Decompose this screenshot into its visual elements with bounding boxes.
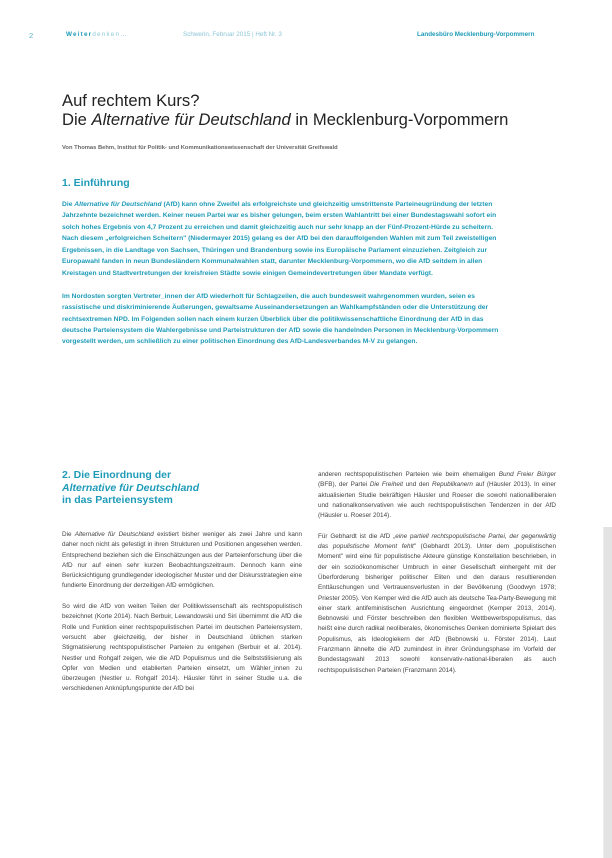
page-header (0, 31, 612, 43)
right-p2-b: " (Gebhardt 2013). Unter dem „populistischen Moment" wird eine für populistische Akteure günstige Konstellation beschrieben, in der ein sozioökonomischer Umbruch in einer Gesellschaft einhergeht mit der Überforderung bisheriger politischer Eliten und den daraus resultierenden Enttäuschungen und Vertrauensverlusten in der Bevölkerung (Goodwyn 1978; Priester 2005). Von Kemper wird die AfD auch als deutsche Tea-Party-Bewegung mit einer stark antifeministischen Ausrichtung eingeordnet (Kemper 2013, 2014). Bebnowski und Förster beschreiben den flexiblen Wettbewerbspopulismus, das heißt eine durch radikal neoliberales, ökonomisches Denken dominierte Spielart des Populismus, als Ideologiekern der AfD (Bebnowski u. Förster 2014). Laut Franzmann ähnelte die AfD zumindest in ihrer Gründungsphase im Vorfeld der Bundestagswahl 2013 sowohl konservativ-national-liberalen als auch rechtspopulistischen Parteien (Franzmann 2014). (318, 543, 556, 674)
intro-p1-italic: Alternative für Deutschland (74, 201, 162, 208)
right-p1-i2: Die Freiheit (369, 481, 404, 489)
right-p1-c: und den (403, 481, 432, 489)
intro-paragraph-2: Im Nordosten sorgten Vertreter_innen der AfD wiederholt für Schlagzeilen, die auch bundesweit wahrgenommen wurden, seien es rassistische und diskriminierende Äußerungen, gewaltsame Auseinandersetzungen an Wahlkampfständen oder die Unterstützung der rechtsextremen NPD. Im Folgenden sollen nach einem kurzen Überblick über die politikwissenschaftliche Einordnung der AfD in das deutsche Parteiensystem die Wahlergebnisse und Parteistrukturen der AfD sowie die handelnden Personen in Mecklenburg-Vorpommern vorgestellt werden, um schließlich zu einer politischen Einordnung des AfD-Landesverbandes M-V zu gelangen. (62, 292, 499, 346)
body-column-right (318, 470, 556, 686)
right-p1-a: anderen rechtspopulistischen Parteien wie beim ehemaligen (318, 471, 499, 478)
brand-bold: Weiter (66, 31, 93, 38)
title-party-name: Alternative für Deutschland (91, 110, 291, 129)
body-column-left (62, 530, 302, 705)
right-p2-quote: eine partiell rechtspopulistische Partei, der gegenwärtig das populistische Moment fehlt (318, 532, 556, 551)
article-title (62, 91, 508, 129)
side-decoration-bar (603, 527, 612, 858)
intro-paragraph-1 (62, 199, 502, 279)
left-p1-post: existiert bisher weniger als zwei Jahre und kann daher noch nicht als gefestigt in ihren Strukturen und Positionen angesehen werden. Entsprechend beziehen sich die Einschätzungen aus der Parteienforschung über die AfD nur auf einen sehr kurzen Beobachtungszeitraum. Dennoch kann eine Berücksichtigung grundlegender ideologischer Muster und der Diskursstrategien eine fundierte Einordnung der derzeitigen AfD ermöglichen. (62, 531, 302, 590)
brand-light: denken… (92, 31, 128, 38)
intro-p1-pre: Die (62, 201, 75, 208)
right-p1-i3: Republikanern (432, 481, 473, 489)
section-2-heading (62, 469, 199, 507)
section-1-heading: 1. Einführung (62, 177, 130, 189)
body-paragraph (318, 470, 556, 521)
right-p1-b: (BFB), der Partei (318, 481, 370, 489)
section-1-intro (62, 199, 502, 359)
body-paragraph: So wird die AfD von weiten Teilen der Politikwissenschaft als rechtspopulistisch bezeichnet (Korte 2014). Nach Berbuir, Lewandowski und Siri übernimmt die AfD die Rolle und Funktion einer rechtspopulistischen Partei im deutschen Parteiensystem, versucht aber gleichzeitig, der bisher in Deutschland üblichen starken Stigmatisierung rechtspopulistischer Parteien zu entgehen (Berbuir et al. 2014). Nestler und Rohgalf zeigen, wie die AfD Populismus und die Selbststilisierung als Opfer von Medien und etablierten Parteien einsetzt, um Wähler_innen zu überzeugen (Nestler u. Rohgalf 2014). Häusler führt in seiner Studie u.a. die verschiedenen Anknüpfungspunkte der AfD bei (62, 603, 302, 693)
section-2-heading-line-3: in das Parteiensystem (62, 494, 173, 507)
title-line-2 (62, 110, 508, 129)
left-p1-italic: Alternative für Deutschland (74, 531, 154, 538)
section-2-heading-line-1: 2. Die Einordnung der (62, 469, 172, 481)
left-p1-pre: Die (62, 531, 75, 538)
brand-logo (66, 31, 128, 38)
title-line-1: Auf rechtem Kurs? (62, 91, 200, 110)
body-paragraph (318, 532, 556, 676)
right-p1-i1: Bund Freier Bürger (498, 471, 556, 478)
right-p2-a: Für Gebhardt ist die AfD „ (318, 532, 396, 540)
issue-info: Schwerin, Februar 2015 | Heft Nr. 3 (183, 31, 282, 38)
title-line-2-pre: Die (62, 110, 92, 129)
section-2-heading-line-2: Alternative für Deutschland (62, 481, 200, 494)
page-number: 2 (29, 31, 34, 40)
office-name: Landesbüro Mecklenburg-Vorpommern (417, 31, 535, 38)
right-p1-d: auf (Häusler 2013). In einer aktualisierten Studie bekräftigen Häusler und Roeser die sowohl nationalliberalen und nationalkonservativen wie auch rechtspopulistischen Tendenzen in der AfD (Häusler u. Roeser 2014). (318, 481, 556, 520)
body-paragraph (62, 530, 302, 592)
author-line: Von Thomas Behm, Institut für Politik- und Kommunikationswissenschaft der Universität Greifswald (62, 145, 338, 151)
intro-p1-post: (AfD) kann ohne Zweifel als erfolgreichste und gleichzeitig umstrittenste Parteineugründung der letzten Jahrzehnte bezeichnet werden. Keiner neuen Partei war es bisher gelungen, beim ersten Wahlantritt bei einer Bundestagswahl sofort ein solch hohes Ergebnis von 4,7 Prozent zu erreichen und damit gleichzeitig auch nur sehr knapp an der Fünf-Prozent-Hürde zu scheitern. Nach diesem „erfolgreichen Scheitern" (Niedermayer 2015) gelang es der AfD bei den darauffolgenden Wahlen mit zum Teil zweistelligen Ergebnissen, in die Landtage von Sachsen, Thüringen und Brandenburg sowie ins Europäische Parlament einzuziehen. Zeitgleich zur Europawahl fanden in neun Bundesländern Kommunalwahlen statt, darunter Mecklenburg-Vorpommern, wo die AfD seitdem in allen Kreistagen und Stadtvertretungen der kreisfreien Städte sowie einigen Gemeindevertretungen über Mandate verfügt. (62, 201, 497, 277)
title-line-2-post: in Mecklenburg-Vorpommern (290, 110, 509, 129)
